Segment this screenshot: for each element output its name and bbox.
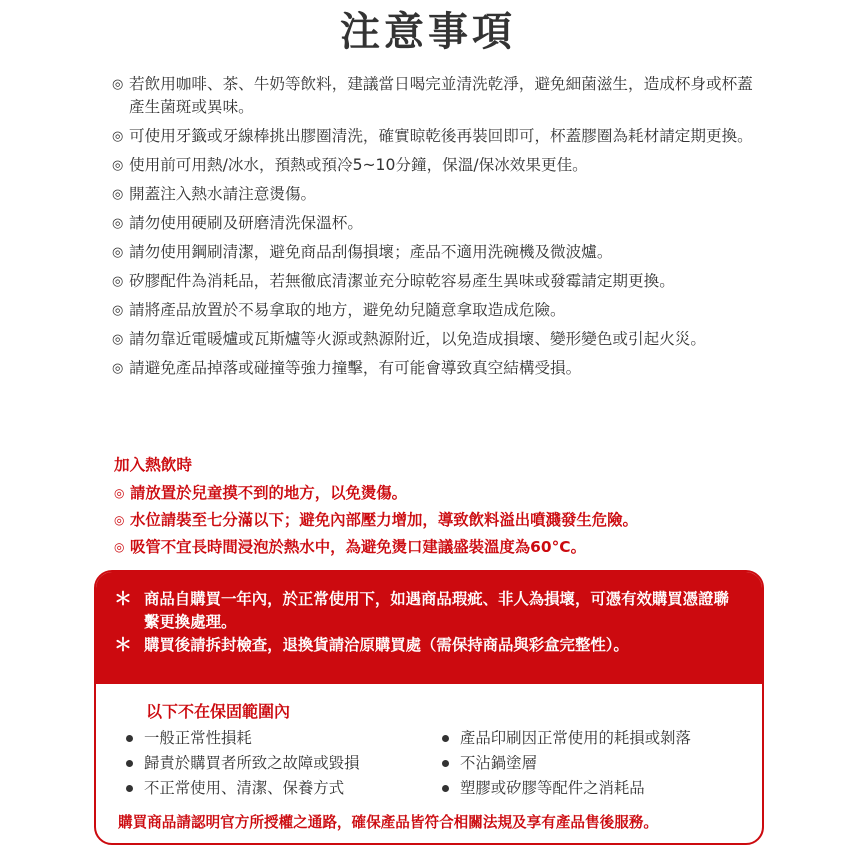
warranty-banner (96, 572, 762, 684)
warranty-line (114, 588, 744, 634)
exclusion-text: 歸責於購買者所致之故障或毀損 (144, 754, 360, 772)
bullet-icon (126, 785, 133, 792)
note-item (112, 212, 762, 235)
circle-mark-icon: ◎ (112, 274, 124, 289)
exclusion-text: 不沾鍋塗層 (460, 754, 537, 772)
note-text: 可使用牙籤或牙線棒挑出膠圈清洗，確實晾乾後再裝回即可，杯蓋膠圈為耗材請定期更換。 (129, 127, 753, 145)
note-text: 開蓋注入熱水請注意燙傷。 (129, 185, 317, 203)
note-item (112, 299, 762, 322)
exclusion-item (122, 752, 432, 775)
page-title: 注意事項 (340, 9, 516, 55)
note-item (112, 73, 762, 119)
exclusions-title: 以下不在保固範圍內 (146, 702, 291, 721)
exclusion-item (438, 727, 758, 750)
exclusion-item (438, 752, 758, 775)
hot-drinks-item (114, 481, 774, 505)
asterisk-icon: ＊ (114, 635, 132, 656)
hot-drinks-text: 請放置於兒童摸不到的地方，以免燙傷。 (130, 484, 408, 502)
note-item (112, 154, 762, 177)
exclusions-list-left (122, 727, 432, 802)
note-item (112, 328, 762, 351)
note-text: 若飲用咖啡、茶、牛奶等飲料，建議當日喝完並清洗乾淨，避免細菌滋生，造成杯身或杯蓋產生菌斑或異味。 (129, 75, 753, 116)
warranty-text: 商品自購買一年內，於正常使用下，如遇商品瑕疵、非人為損壞，可憑有效購買憑證聯繫更換處理。 (144, 590, 729, 631)
note-text: 請避免產品掉落或碰撞等強力撞擊，有可能會導致真空結構受損。 (129, 359, 582, 377)
hot-drinks-item (114, 535, 774, 559)
circle-mark-icon: ◎ (112, 332, 124, 347)
note-item (112, 357, 762, 380)
circle-mark-icon: ◎ (114, 540, 125, 554)
note-item (112, 183, 762, 206)
circle-mark-icon: ◎ (114, 486, 125, 500)
exclusions-list-right (438, 727, 758, 802)
bullet-icon (442, 735, 449, 742)
circle-mark-icon: ◎ (112, 216, 124, 231)
hot-drinks-text: 水位請裝至七分滿以下；避免內部壓力增加，導致飲料溢出噴濺發生危險。 (130, 511, 638, 529)
bullet-icon (442, 760, 449, 767)
exclusion-text: 塑膠或矽膠等配件之消耗品 (460, 779, 645, 797)
warranty-footer: 購買商品請認明官方所授權之通路，確保產品皆符合相關法規及享有產品售後服務。 (118, 814, 658, 831)
exclusion-text: 不正常使用、清潔、保養方式 (144, 779, 345, 797)
circle-mark-icon: ◎ (112, 129, 124, 144)
warranty-line (114, 634, 744, 657)
circle-mark-icon: ◎ (112, 187, 124, 202)
bullet-icon (126, 760, 133, 767)
exclusion-item (122, 727, 432, 750)
hot-drinks-text: 吸管不宜長時間浸泡於熱水中，為避免燙口建議盛裝溫度為60°C。 (130, 538, 586, 556)
exclusion-text: 產品印刷因正常使用的耗損或剝落 (460, 729, 691, 747)
hot-drinks-item (114, 508, 774, 532)
note-text: 矽膠配件為消耗品，若無徹底清潔並充分晾乾容易產生異味或發霉請定期更換。 (129, 272, 675, 290)
note-item (112, 125, 762, 148)
notes-list (112, 73, 762, 386)
warranty-text: 購買後請拆封檢查，退換貨請洽原購買處（需保持商品與彩盒完整性）。 (144, 636, 629, 654)
note-item (112, 241, 762, 264)
exclusion-item (122, 777, 432, 800)
note-text: 請勿靠近電暖爐或瓦斯爐等火源或熱源附近，以免造成損壞、變形變色或引起火災。 (129, 330, 706, 348)
note-text: 請勿使用硬刷及研磨清洗保溫杯。 (129, 214, 363, 232)
circle-mark-icon: ◎ (112, 303, 124, 318)
circle-mark-icon: ◎ (114, 513, 125, 527)
note-text: 請勿使用鋼刷清潔，避免商品刮傷損壞；產品不適用洗碗機及微波爐。 (129, 243, 613, 261)
warranty-box (94, 570, 764, 845)
bullet-icon (442, 785, 449, 792)
exclusion-item (438, 777, 758, 800)
bullet-icon (126, 735, 133, 742)
circle-mark-icon: ◎ (112, 158, 124, 173)
exclusion-text: 一般正常性損耗 (144, 729, 252, 747)
circle-mark-icon: ◎ (112, 245, 124, 260)
note-text: 使用前可用熱/冰水，預熱或預冷5~10分鐘，保溫/保冰效果更佳。 (129, 156, 588, 174)
circle-mark-icon: ◎ (112, 361, 124, 376)
asterisk-icon: ＊ (114, 589, 132, 610)
hot-drinks-title: 加入熱飲時 (114, 456, 192, 474)
circle-mark-icon: ◎ (112, 77, 124, 92)
note-text: 請將產品放置於不易拿取的地方，避免幼兒隨意拿取造成危險。 (129, 301, 566, 319)
note-item (112, 270, 762, 293)
hot-drinks-section (114, 453, 774, 562)
